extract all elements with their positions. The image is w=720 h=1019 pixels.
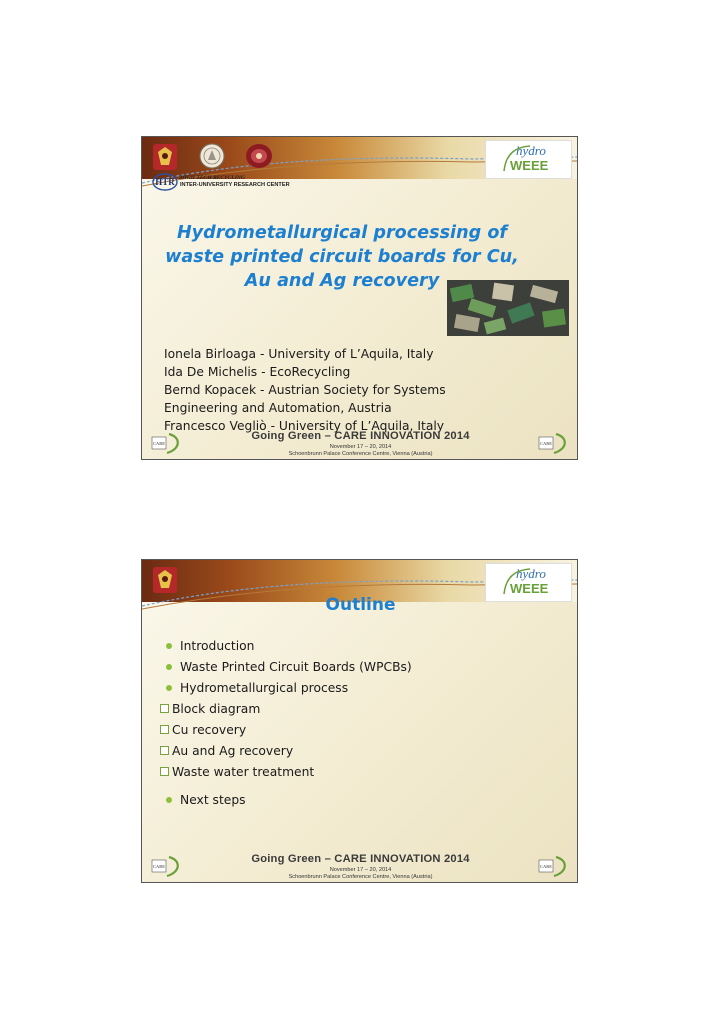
outline-list	[160, 635, 412, 810]
outline-slide	[141, 559, 578, 883]
author-line: Engineering and Automation, Austria	[164, 401, 392, 415]
care-word: CARE	[152, 441, 166, 446]
checkbox-icon	[160, 746, 169, 755]
htr-text	[180, 175, 290, 189]
checkbox-icon	[160, 704, 169, 713]
care-logo-icon	[538, 854, 570, 880]
hydroweee-logo-icon	[485, 140, 572, 179]
weee-word: WEEE	[510, 581, 549, 596]
author-line: Ionela Birloaga - University of L’Aquila, Italy	[164, 347, 434, 361]
footer-venue: Schoenbrunn Palace Conference Centre, Vienna (Austria)	[288, 451, 433, 457]
list-item-text: Waste water treatment	[172, 764, 315, 779]
slide-footer	[142, 427, 578, 460]
university-crest-icon	[152, 566, 178, 594]
list-item-text: Hydrometallurgical process	[180, 680, 349, 695]
seal-icon	[199, 143, 225, 169]
list-item	[160, 761, 412, 782]
title-slide	[141, 136, 578, 460]
list-item	[160, 740, 412, 761]
htr-mark-icon	[152, 173, 178, 191]
weee-word: WEEE	[510, 158, 549, 173]
list-item-text: Waste Printed Circuit Boards (WPCBs)	[180, 659, 412, 674]
list-item-text: Introduction	[180, 638, 255, 653]
footer-dates: November 17 – 20, 2014	[329, 867, 392, 873]
university-crest-icon	[152, 143, 178, 171]
list-item	[160, 656, 412, 677]
bullet-icon	[166, 797, 172, 803]
author-line: Bernd Kopacek - Austrian Society for Systems	[164, 383, 446, 397]
footer-dates: November 17 – 20, 2014	[329, 444, 392, 450]
list-item	[160, 677, 412, 698]
list-item-text: Au and Ag recovery	[172, 743, 294, 758]
bullet-icon	[166, 643, 172, 649]
circuit-boards-photo	[447, 280, 569, 336]
footer-venue: Schoenbrunn Palace Conference Centre, Vienna (Austria)	[288, 874, 433, 880]
footer-title: Going Green – CARE INNOVATION 2014	[251, 853, 470, 865]
list-item	[160, 789, 412, 810]
care-logo-icon	[538, 431, 570, 457]
care-word: CARE	[152, 864, 166, 869]
bullet-icon	[166, 664, 172, 670]
list-item-text: Cu recovery	[172, 722, 247, 737]
author-line: Ida De Michelis - EcoRecycling	[164, 365, 351, 379]
bullet-icon	[166, 685, 172, 691]
seal-red-icon	[245, 143, 273, 169]
footer-title: Going Green – CARE INNOVATION 2014	[251, 430, 470, 442]
author-line: Francesco Vegliò - University of L’Aquila, Italy	[164, 419, 445, 433]
checkbox-icon	[160, 767, 169, 776]
hydro-word: hydro	[516, 143, 546, 158]
care-word: CARE	[539, 441, 553, 446]
slide-footer	[142, 850, 578, 883]
list-item-text: Next steps	[180, 792, 246, 807]
care-word: CARE	[539, 864, 553, 869]
list-item	[160, 698, 412, 719]
list-item-text: Block diagram	[172, 701, 261, 716]
htr-line1: HIGH TECH RECYCLING	[180, 175, 245, 181]
author-list	[164, 345, 464, 435]
htr-logo	[152, 173, 290, 191]
checkbox-icon	[160, 725, 169, 734]
list-item	[160, 635, 412, 656]
slide-title: Hydrometallurgical processing of waste printed circuit boards for Cu, Au and Ag recovery	[165, 223, 519, 291]
list-item	[160, 719, 412, 740]
htr-mark-text: HTR	[155, 177, 175, 187]
htr-line2: INTER-UNIVERSITY RESEARCH CENTER	[180, 182, 290, 188]
hydro-word: hydro	[516, 566, 546, 581]
outline-title: Outline	[325, 595, 396, 615]
